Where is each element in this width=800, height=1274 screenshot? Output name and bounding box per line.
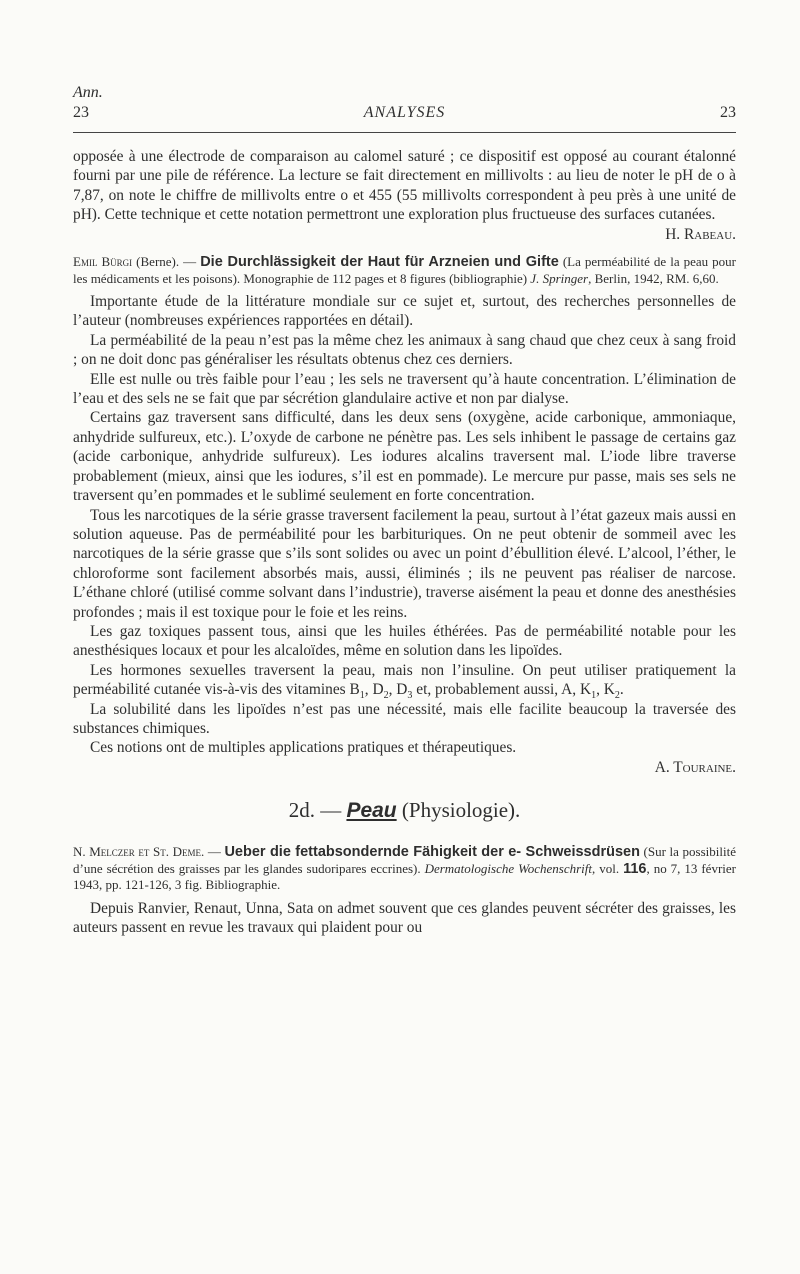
section-heading: 2d. — Peau (Physiologie). <box>288 798 521 823</box>
review1-hormones-paragraph: Les hormones sexuelles traversent la peau, mais non l’insuline. On peut utiliser pratiquement la perméabilité cutanée vis-à-vis des vitamines $B_1$, $D_2$, $D_3$ et, probablement aussi, A, $K_1$, $K_2$. <box>73 661 736 702</box>
review1-paragraph: La solubilité dans les lipoïdes n’est pas une nécessité, mais elle facilite beaucoup la traversée des substances chimiques. <box>73 700 736 737</box>
page-header <box>73 102 736 124</box>
review2-reference: N. Melczer et St. Deme. — Ueber die fettabsondernde Fähigkeit der e- Schweissdrüsen (Sur la possibilité d’une sécrétion des graisses par les glandes sudoripares eccrines). Dermatologische Wochenschrift, vol. 116, no 7, 13 février 1943, pp. 121-126, 3 fig. Bibliographie. <box>73 844 736 893</box>
page-number-right: 23 <box>720 104 736 121</box>
review1-paragraph: Les gaz toxiques passent tous, ainsi que les huiles éthérées. Pas de perméabilité notable pour les anesthésiques locaux et pour les alcaloïdes, même en solution dans les lipoïdes. <box>73 622 736 660</box>
review2-body <box>73 899 736 938</box>
review1-paragraph: Elle est nulle ou très faible pour l’eau ; les sels ne traversent qu’à haute concentration. L’élimination de l’eau et des sels ne se fait que par sécrétion glandulaire active et non par dialyse. <box>73 370 736 408</box>
review2-paragraph: Depuis Ranvier, Renaut, Unna, Sata on admet souvent que ces glandes peuvent sécréter des graisses, les auteurs passent en revue les travaux qui plaident pour ou <box>73 899 736 937</box>
review1-paragraph: Ces notions ont de multiples applications pratiques et thérapeutiques. <box>90 739 517 757</box>
journal-page <box>73 84 736 938</box>
running-title: ANALYSES <box>363 104 446 121</box>
review1-paragraph: Tous les narcotiques de la série grasse traversent facilement la peau, surtout à l’état gazeux mais aussi en solution aqueuse. Pas de perméabilité pour les barbituriques. On ne peut obtenir de sommeil avec les narcotiques de la série grasse que s’ils sont solides ou avec un point d’ébullition élevé. L’alcool, l’éther, le chloroforme sont facilement absorbés mais, aussi, éliminés ; ils ne peuvent pas réaliser de narcose. L’éthane chloré (utilisé comme solvant dans l’industrie), traverse aisément la peau et donne des anesthésies profondes ; mais il est toxique pour le foie et les reins. <box>73 506 736 621</box>
header-rule <box>73 132 736 133</box>
review1-author: Emil Bürgi <box>73 254 133 270</box>
review1-reference: Emil Bürgi (Berne). — Die Durchlässigkeit der Haut für Arzneien und Gifte (La perméabilité de la peau pour les médicaments et les poisons). Monographie de 112 pages et 8 figures (bibliographie) J. Springer, Berlin, 1942, RM. 6,60. <box>73 254 737 286</box>
review1-publisher: J. Springer <box>530 270 589 286</box>
review2-title: Ueber die fettabsondernde Fähigkeit der e- Schweissdrüsen <box>224 844 640 861</box>
review2-journal: Dermatologische Wochenschrift <box>424 860 592 876</box>
intro-paragraph: opposée à une électrode de comparaison au calomel saturé ; ce dispositif est opposé au courant étalonné fourni par une pile de référence. La lecture se fait directement en millivolts : au lieu de noter le pH de o à 7,87, on note le chiffre de millivolts entre o et 455 (55 millivolts correspondent à peu près à une unité de pH). Cette technique et cette notation permettront une exploration plus fructueuse des surfaces cutanées. <box>73 148 736 224</box>
review1-paragraph: Importante étude de la littérature mondiale sur ce sujet et, surtout, des recherches personnelles de l’auteur (nombreuses expériences rapportées en détail). <box>73 293 736 330</box>
section-heading-word: Peau <box>346 799 397 823</box>
review1-title: Die Durchlässigkeit der Haut für Arzneien und Gifte <box>200 254 559 271</box>
annotation-ann: Ann. <box>73 84 103 101</box>
intro-signature: H. Rabeau. <box>665 225 736 243</box>
review1-paragraph: La perméabilité de la peau n’est pas la même chez les animaux à sang chaud que chez ceux à sang froid ; on ne doit donc pas généraliser les résultats obtenus chez ces derniers. <box>73 331 736 369</box>
review1-signature: A. Touraine. <box>654 758 736 776</box>
review1-paragraph: Certains gaz traversent sans difficulté, dans les deux sens (oxygène, acide carbonique, ammoniaque, anhydride sulfureux, etc.). L’oxyde de carbone ne pénètre pas. Les sels inhibent le passage de certains gaz (acide carbonique, anhydride sulfureux). Les iodures alcalins traversent mal. L’iode libre traverse probablement (mieux, ainsi que les iodures, s’il est en pommade). Le mercure pur passe, mais ses sels ne traversent qu’en pommades et le sublimé seulement en forte concentration. <box>73 409 736 505</box>
page-number-left: 23 <box>73 104 89 121</box>
review2-authors: N. Melczer et St. Deme. <box>73 844 205 860</box>
review1-body <box>73 292 736 777</box>
review2-volume: 116 <box>623 860 647 877</box>
